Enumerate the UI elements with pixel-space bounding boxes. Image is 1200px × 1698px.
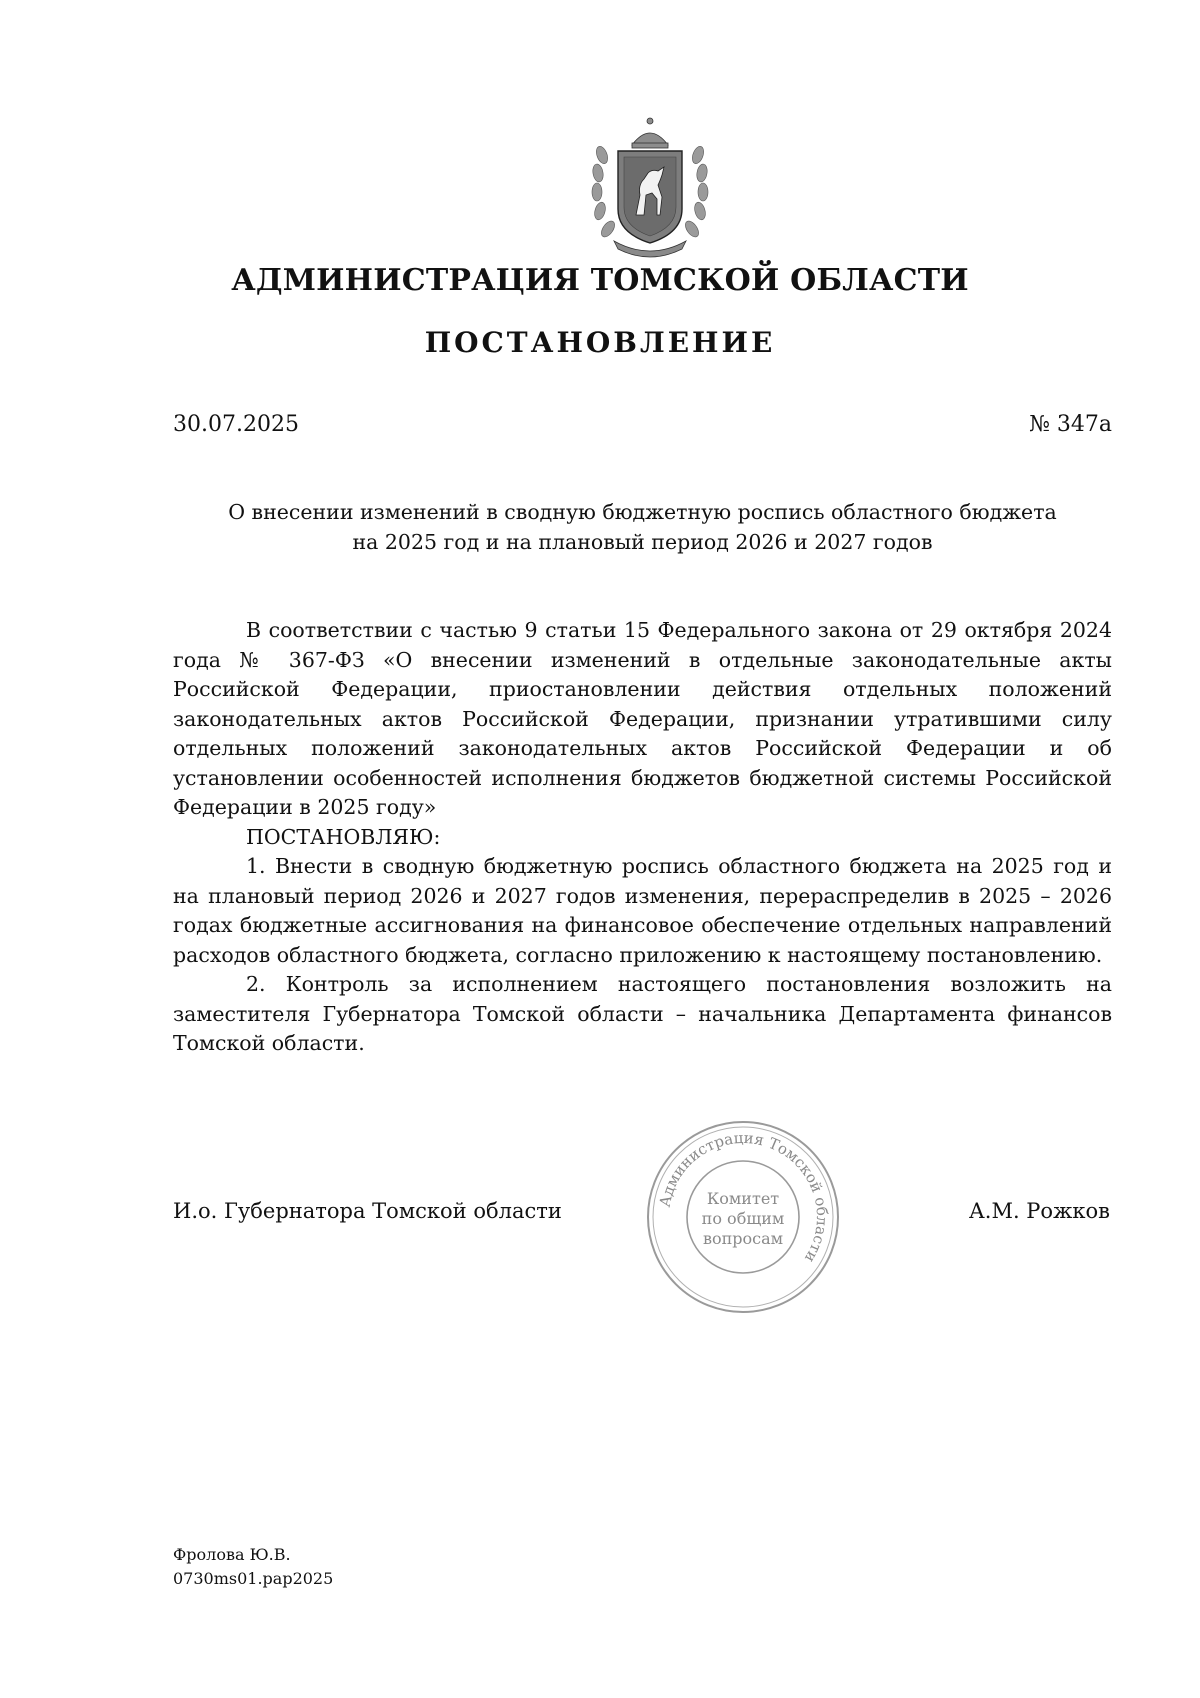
document-type-title: ПОСТАНОВЛЕНИЕ: [424, 326, 776, 359]
coat-of-arms-icon: [588, 115, 712, 261]
item-2-paragraph: 2. Контроль за исполнением настоящего постановления возложить на заместителя Губернатора Томской области – начальника Департамента финансов Томской области.: [173, 972, 1112, 1055]
document-body: [173, 616, 1112, 1059]
stamp-ring-text: Администрация Томской области: [655, 1128, 832, 1266]
signatory-name: А.М. Рожков: [968, 1199, 1110, 1223]
item-1-paragraph: 1. Внести в сводную бюджетную роспись областного бюджета на 2025 год и на плановый период 2026 и 2027 годов изменения, перераспределив в 2025 – 2026 годах бюджетные ассигнования на финансовое обеспечение отдельных направлений расходов областного бюджета, согласно приложению к настоящему постановлению.: [173, 854, 1112, 967]
document-date: 30.07.2025: [173, 412, 299, 437]
signatory-position: И.о. Губернатора Томской области: [173, 1199, 562, 1223]
subject-line-2: на 2025 год и на плановый период 2026 и 2027 годов: [352, 530, 933, 554]
stamp-center-line-1: Комитет: [706, 1189, 780, 1208]
subject-line-1: О внесении изменений в сводную бюджетную роспись областного бюджета: [228, 500, 1057, 524]
document-subject: [173, 497, 1112, 557]
executor-name: Фролова Ю.В.: [173, 1545, 291, 1564]
document-number: № 347а: [1029, 412, 1112, 437]
stamp-center-line-3: вопросам: [702, 1229, 784, 1248]
official-stamp: [644, 1118, 842, 1316]
footer-notes: [173, 1543, 333, 1591]
organization-title: АДМИНИСТРАЦИЯ ТОМСКОЙ ОБЛАСТИ: [231, 263, 969, 298]
preamble-paragraph: В соответствии с частью 9 статьи 15 Федерального закона от 29 октября 2024 года № 367-ФЗ «О внесении изменений в отдельные законодательные акты Российской Федерации, приостановлении действия отдельных положений законодательных актов Российской Федерации, признании утратившими силу отдельных положений законодательных актов Российской Федерации и об установлении особенностей исполнения бюджетов бюджетной системы Российской Федерации в 2025 году»: [173, 618, 1112, 819]
decree-word: ПОСТАНОВЛЯЮ:: [246, 824, 441, 849]
stamp-center-line-2: по общим: [701, 1209, 785, 1228]
file-code: 0730ms01.pap2025: [173, 1569, 334, 1588]
